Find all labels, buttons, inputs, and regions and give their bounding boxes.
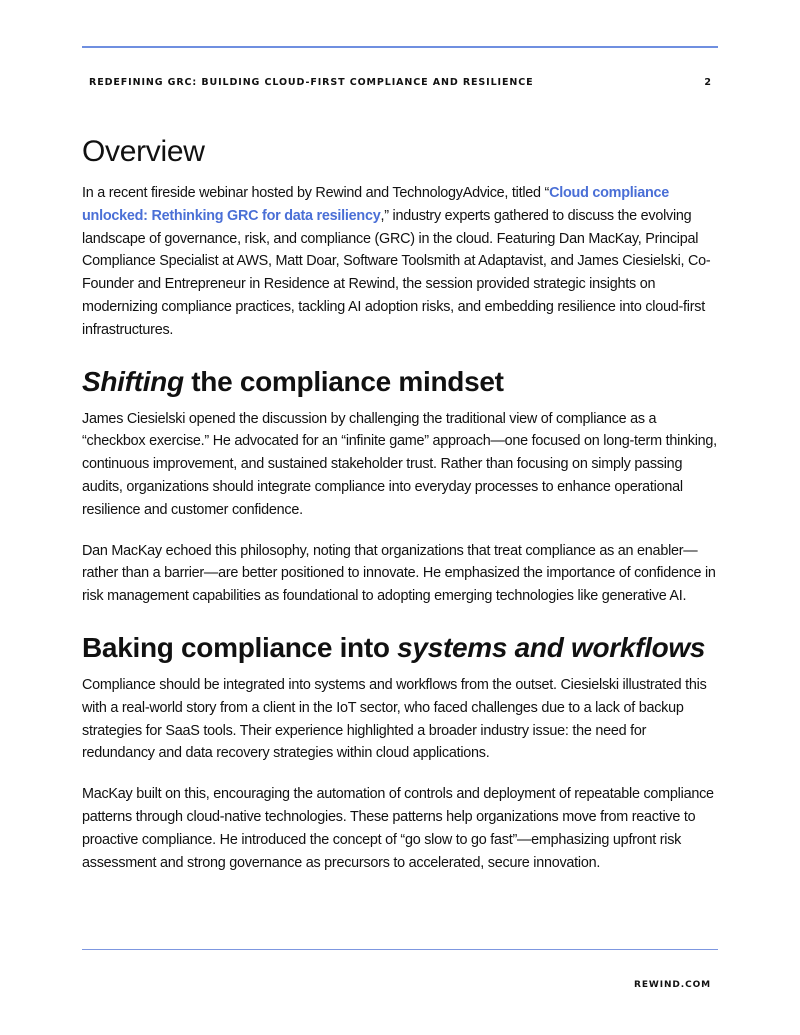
mindset-heading: [82, 362, 718, 402]
baking-heading-italic: systems and workflows: [397, 631, 706, 663]
mindset-paragraph-1: James Ciesielski opened the discussion by challenging the traditional view of compliance as a “checkbox exercise.” He advocated for an “infinite game” approach—one focused on long-term thinking, continuous improvement, and sustained stakeholder trust. Rather than focusing on simply passing audits, organizations should integrate compliance into everyday processes to enhance operational resilience and customer confidence.: [82, 410, 717, 518]
baking-paragraph-2: MacKay built on this, encouraging the automation of controls and deployment of repeatable compliance patterns through cloud-native technologies. These patterns help organizations move from reactive to proactive compliance. He introduced the concept of “go slow to go fast”—emphasizing upfront risk assessment and strong governance as precursors to accelerated, secure innovation.: [82, 786, 714, 871]
mindset-heading-italic: Shifting: [82, 365, 184, 397]
overview-text-end: ,” industry experts gathered to discuss the evolving landscape of governance, risk, and compliance (GRC) in the cloud. Featuring Dan MacKay, Principal Compliance Specialist at AWS, Matt Doar, Software Toolsmith at Adaptavist, and James Ciesielski, Co-Founder and Entrepreneur in Residence at Rewind, the session provided strategic insights on modernizing compliance practices, tackling AI adoption risks, and embedding resilience into cloud-first infrastructures.: [82, 207, 711, 338]
baking-heading: [82, 628, 718, 668]
page-body: [82, 130, 718, 874]
page-number: 2: [704, 77, 711, 88]
baking-paragraph-1: Compliance should be integrated into systems and workflows from the outset. Ciesielski illustrated this with a real-world story from a client in the IoT sector, who faced challenges due to a lack of backup strategies for SaaS tools. Their experience highlighted a broader industry issue: the need for redundancy and data recovery strategies within cloud applications.: [82, 676, 707, 762]
baking-heading-rest: Baking compliance into: [82, 631, 398, 663]
footer-rule: [82, 949, 718, 950]
footer-site-link[interactable]: REWIND.COM: [634, 980, 711, 990]
mindset-heading-rest: the compliance mindset: [183, 365, 504, 397]
header-rule: [82, 46, 718, 48]
overview-text-start: In a recent fireside webinar hosted by Rewind and TechnologyAdvice, titled “: [82, 185, 550, 201]
overview-heading: Overview: [82, 135, 205, 168]
mindset-paragraph-2: Dan MacKay echoed this philosophy, noting that organizations that treat compliance as an enabler—rather than a barrier—are better positioned to innovate. He emphasized the importance of confidence in risk management capabilities as foundational to adopting emerging technologies like generative AI.: [82, 542, 716, 605]
running-header-title: REDEFINING GRC: BUILDING CLOUD-FIRST COMPLIANCE AND RESILIENCE: [89, 77, 534, 88]
overview-paragraph: [82, 182, 718, 342]
webinar-title-link[interactable]: Cloud compliance unlocked: Rethinking GRC for data resiliency: [82, 185, 670, 224]
